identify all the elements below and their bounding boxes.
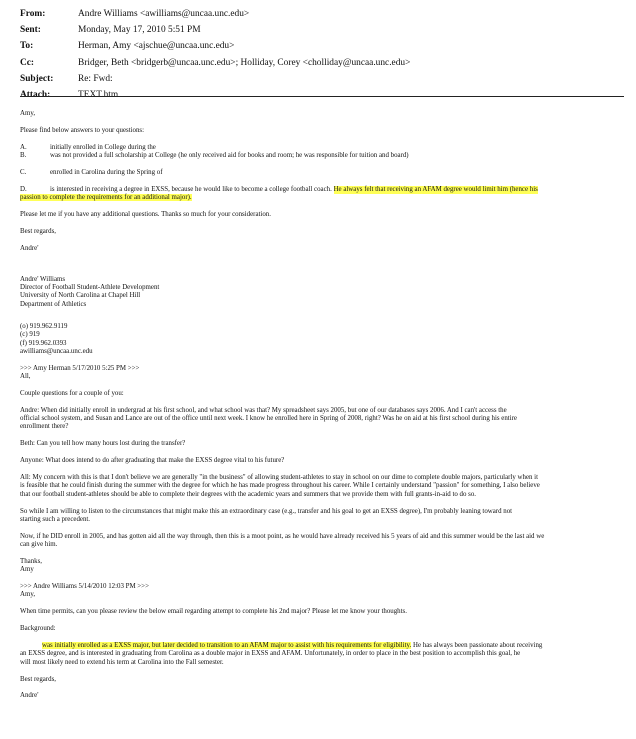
answer-d-text: is interested in receiving a degree in EXSS, because he would like to become a college football coach. xyxy=(50,185,332,193)
attach-label: Attach: xyxy=(20,89,51,100)
answer-b-letter: B. xyxy=(20,152,27,160)
answer-b xyxy=(20,152,626,160)
paragraph-line: enrollment there? xyxy=(20,423,69,431)
quoted-1-header: >>> Amy Herman 5/17/2010 5:25 PM >>> xyxy=(20,364,140,372)
paragraph-line: official school system, and Susan and Lance are out of the office until next week. I know he enrolled here in Spring of 2008, right? Was he on aid at his first school during his entire xyxy=(20,415,517,423)
quoted-1-signoff xyxy=(20,558,626,575)
quoted-1-willing-paragraph xyxy=(20,508,626,525)
subject-label: Subject: xyxy=(20,73,54,84)
paragraph-line: can give him. xyxy=(20,541,58,548)
signature-email[interactable]: awilliams@uncaa.unc.edu xyxy=(20,347,93,355)
answer-d-line1 xyxy=(20,186,626,194)
quoted-2-name: Andre' xyxy=(20,692,39,700)
from-row xyxy=(20,6,620,22)
reply-regards: Best regards, xyxy=(20,227,56,235)
quoted-2-request: When time permits, can you please review the below email regarding attempt to complete his 2nd major? Please let me know your thoughts. xyxy=(20,608,407,616)
reply-closing-question: Please let me if you have any additional questions. Thanks so much for your consideration. xyxy=(20,211,271,219)
answer-c-text: enrolled in Carolina during the Spring of xyxy=(50,168,163,176)
email-header xyxy=(20,6,620,103)
paragraph-line: that our football student-athletes should be able to complete their degrees with the academic years and summers that we provide them with full grants-in-aid to do so. xyxy=(20,490,476,498)
paragraph-line: Now, if he DID enroll in 2005, and has gotten aid all the way through, then this is a moot point, as he would have already received his 5 years of aid and this summer would be the last aid we xyxy=(20,532,545,540)
sent-value: Monday, May 17, 2010 5:51 PM xyxy=(78,25,201,36)
answer-b-text: was not provided a full scholarship at College (he only received aid for books and room; he was responsible for tuition and board) xyxy=(50,152,409,160)
sent-label: Sent: xyxy=(20,25,41,36)
paragraph-line: So while I am willing to listen to the circumstances that might make this an extraordinary case (e.g., transfer and his goal to get an EXSS degree), I'm probably leaning toward not xyxy=(20,507,513,515)
quoted-2-greeting: Amy, xyxy=(20,591,36,599)
email-body xyxy=(20,110,626,709)
quoted-1-intro: Couple questions for a couple of you: xyxy=(20,389,124,397)
quoted-2-header: >>> Andre Williams 5/14/2010 12:03 PM >>> xyxy=(20,583,149,591)
background-highlight: was initially enrolled as a EXSS major, but later decided to transition to an AFAM major to assist with his requirements for eligibility. xyxy=(42,642,412,650)
paragraph-line: is feasible that he could finish during the summer with the degree for which he has made progress throughout his career. While I certainly understand "passion" for something, I also believe xyxy=(20,482,540,490)
signature-office-phone: (o) 919.962.9119 xyxy=(20,322,68,330)
signature-name: Andre' Williams xyxy=(20,275,66,283)
quoted-2-background-label: Background: xyxy=(20,625,56,633)
answer-d-line2 xyxy=(20,194,626,202)
signature-fax: (f) 919.962.0393 xyxy=(20,339,67,347)
sent-row xyxy=(20,22,620,38)
signature-dept: Department of Athletics xyxy=(20,300,87,308)
attach-value: TEXT.htm xyxy=(78,89,119,100)
signature-cell-phone: (c) 919 xyxy=(20,331,40,339)
cc-row xyxy=(20,55,620,71)
quoted-1-beth-question: Beth: Can you tell how many hours lost during the transfer? xyxy=(20,440,186,448)
signature-org: University of North Carolina at Chapel Hill xyxy=(20,292,141,300)
answer-c xyxy=(20,169,626,177)
spacer xyxy=(20,262,626,276)
subject-row xyxy=(20,71,620,87)
reply-intro: Please find below answers to your questions: xyxy=(20,126,145,134)
paragraph-line: will most likely need to extend his term at Carolina into the Fall semester. xyxy=(20,658,224,666)
answer-a-letter: A. xyxy=(20,143,27,151)
signature-title: Director of Football Student-Athlete Development xyxy=(20,284,160,292)
reply-name: Andre' xyxy=(20,244,39,252)
cc-value: Bridger, Beth <bridgerb@uncaa.unc.edu>; Holliday, Corey <cholliday@uncaa.unc.edu> xyxy=(78,57,411,68)
answer-c-letter: C. xyxy=(20,168,27,176)
cc-label: Cc: xyxy=(20,57,35,68)
answer-a xyxy=(20,144,626,152)
quoted-1-all-paragraph xyxy=(20,474,626,499)
from-value: Andre Williams <awilliams@uncaa.unc.edu> xyxy=(78,9,250,19)
quoted-1-thanks: Thanks, xyxy=(20,557,43,565)
answer-d-letter: D. xyxy=(20,185,27,193)
answer-d-highlight-1: He always felt that receiving an AFAM degree would limit him (hence his xyxy=(333,185,538,193)
quoted-1-anyone-question: Anyone: What does intend to do after graduating that make the EXSS degree vital to his future? xyxy=(20,457,285,465)
signature xyxy=(20,276,626,309)
paragraph-line: All: My concern with this is that I don't believe we are generally "in the business" of allowing student-athletes to stay in school on our dime to complete double majors, particularly when it xyxy=(20,474,538,482)
paragraph-line: an EXSS degree, and is interested in graduating from Carolina as a double major in EXSS and AFAM. Unfortunately, in order to place in the best position to accomplish this goal, he xyxy=(20,650,521,658)
quoted-1-andre-question xyxy=(20,407,626,432)
quoted-1-name: Amy xyxy=(20,566,34,574)
subject-value: Re: Fwd: xyxy=(78,73,113,84)
answer-d-highlight-2: passion to complete the requirements for an additional major). xyxy=(20,194,192,202)
quoted-1-now-paragraph xyxy=(20,533,626,550)
to-value: Herman, Amy <ajschue@uncaa.unc.edu> xyxy=(78,41,235,52)
reply-greeting: Amy, xyxy=(20,110,36,117)
paragraph-line xyxy=(20,642,626,650)
paragraph-line: starting such a precedent. xyxy=(20,515,91,523)
background-text: He has always been passionate about receiving xyxy=(411,642,543,650)
answer-list xyxy=(20,144,626,161)
quoted-2-regards: Best regards, xyxy=(20,675,56,683)
to-label: To: xyxy=(20,41,34,52)
paragraph-line: Andre: When did initially enroll in undergrad at his first school, and what school was that? My spreadsheet says 2005, but one of our databases says 2006. And I can't access the xyxy=(20,406,507,414)
signature-contact xyxy=(20,323,626,356)
answer-a-text: initially enrolled in College during the xyxy=(50,143,156,151)
quoted-message-2 xyxy=(20,583,626,701)
from-label: From: xyxy=(20,9,46,19)
header-divider xyxy=(20,96,624,97)
quoted-2-background-paragraph xyxy=(20,642,626,667)
quoted-message-1 xyxy=(20,365,626,575)
to-row xyxy=(20,38,620,54)
answer-d xyxy=(20,186,626,203)
quoted-1-greeting: All, xyxy=(20,372,31,380)
